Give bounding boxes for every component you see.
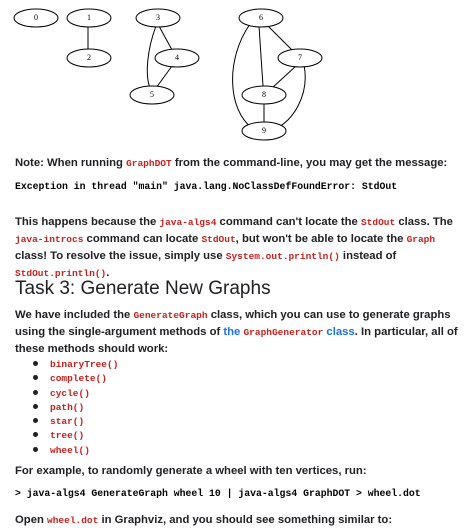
edge-7-8 [272, 66, 296, 88]
graph-diagram [0, 0, 474, 148]
node-3-label: 3 [156, 12, 160, 22]
example-paragraph: For example, to randomly generate a wheel with ten vertices, run: [15, 465, 367, 477]
edge-3-4 [159, 26, 172, 50]
exception-code: Exception in thread "main" java.lang.NoClassDefFoundError: StdOut [15, 181, 398, 192]
open-paragraph: Open wheel.dot in Graphviz, and you should see something similar to: [15, 514, 393, 526]
node-6-label: 6 [259, 12, 263, 22]
node-8-label: 8 [262, 89, 266, 99]
edge-6-9 [233, 24, 252, 128]
graphgenerator-link[interactable]: the GraphGenerator class [223, 326, 355, 338]
list-item: star() [28, 413, 118, 427]
intro-paragraph: We have included the GenerateGraph class, which you can use to generate graphs using the single-argument methods of the GraphGenerator class. In particular, all of these methods should work: [15, 309, 458, 355]
list-item: wheel() [28, 442, 118, 456]
node-4-label: 4 [175, 52, 179, 62]
list-item: cycle() [28, 385, 118, 399]
node-2-label: 2 [87, 52, 91, 62]
list-item: tree() [28, 427, 118, 441]
node-5-label: 5 [150, 89, 154, 99]
list-item: binaryTree() [28, 356, 118, 370]
node-1-label: 1 [87, 12, 91, 22]
list-item: path() [28, 399, 118, 413]
edge-4-5 [156, 66, 172, 88]
note-paragraph: Note: When running GraphDOT from the command-line, you may get the message: [15, 157, 448, 169]
node-0-label: 0 [34, 12, 38, 22]
code-graphdot: GraphDOT [126, 158, 172, 169]
node-9-label: 9 [262, 125, 266, 135]
command-code: > java-algs4 GenerateGraph wheel 10 | java-algs4 GraphDOT > wheel.dot [15, 488, 421, 499]
methods-list [28, 356, 118, 456]
issue-paragraph: This happens because the java-algs4 command can't locate the StdOut class. The java-introcs command can locate StdOut, but won't be able to locate the Graph class! To resolve the issue, simply use System.out.println() instead of StdOut.println(). [15, 216, 453, 279]
edge-6-8 [259, 26, 263, 86]
edge-6-7 [268, 26, 292, 50]
task-title: Task 3: Generate New Graphs [15, 278, 271, 299]
list-item: complete() [28, 370, 118, 384]
node-7-label: 7 [298, 52, 302, 62]
